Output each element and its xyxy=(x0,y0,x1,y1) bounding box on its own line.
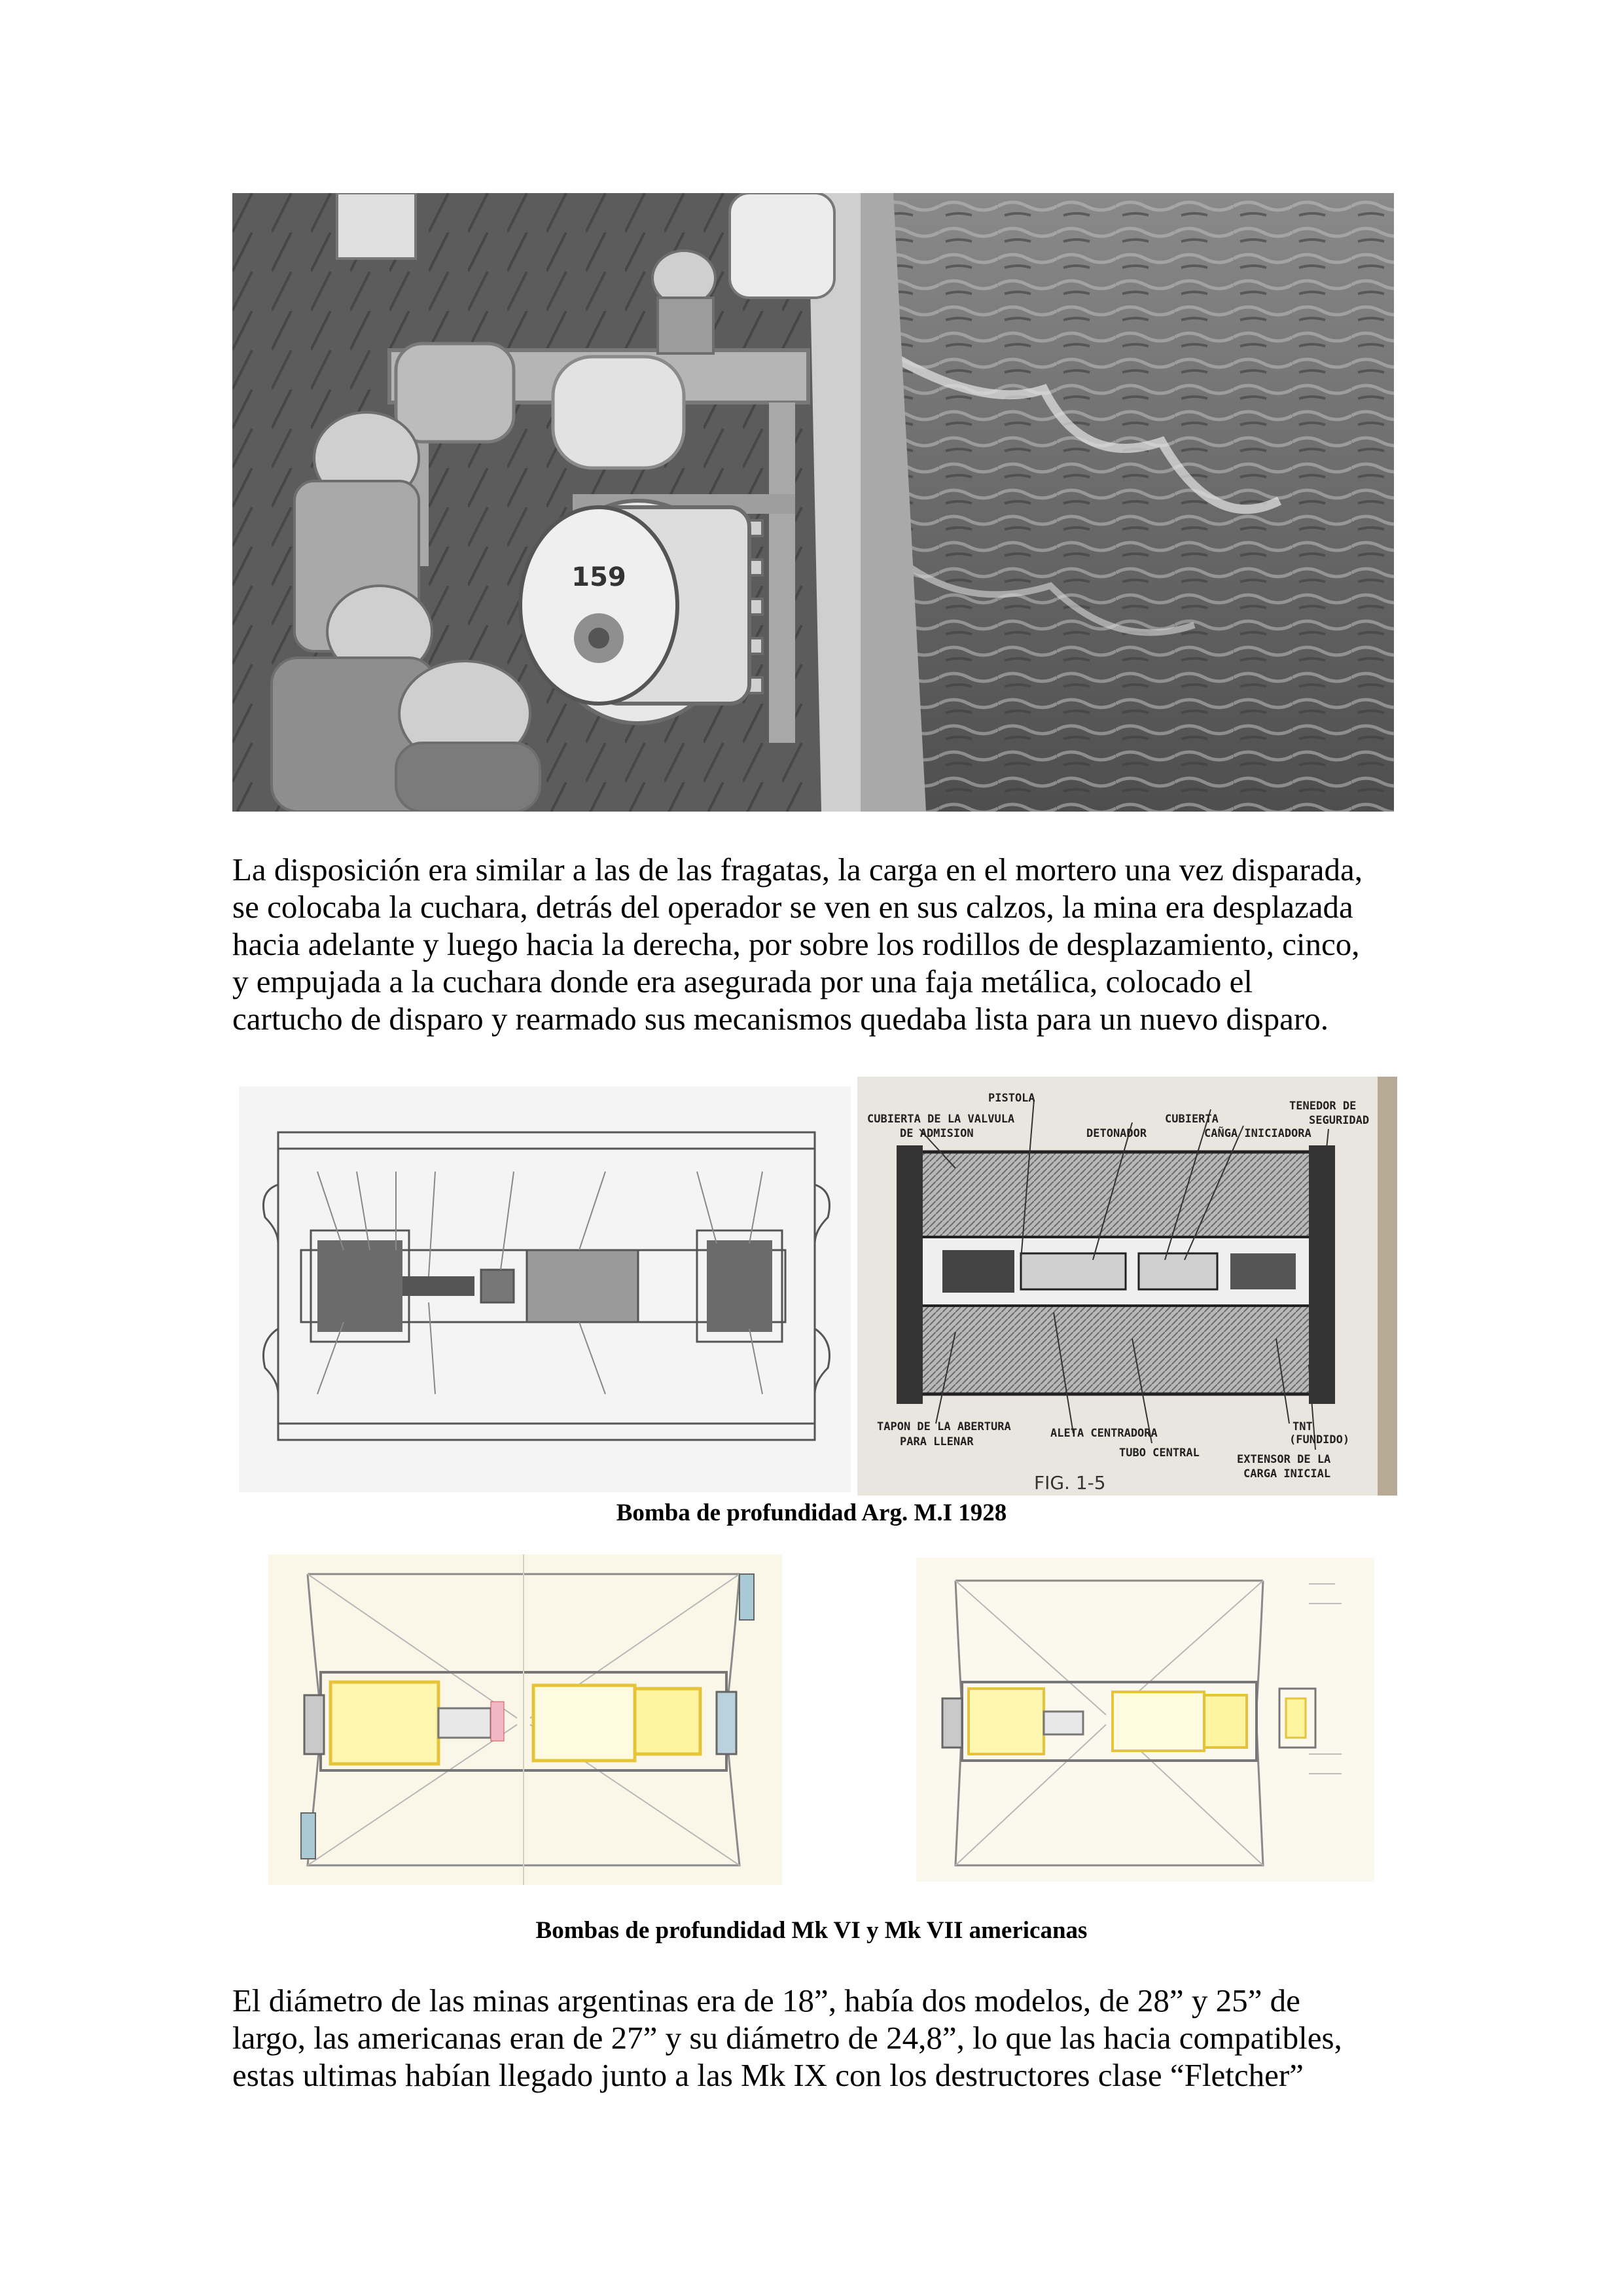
label-tapon: TAPON DE LA ABERTURA xyxy=(877,1420,1011,1433)
caption-mk-depth-charges: Bombas de profundidad Mk VI y Mk VII americanas xyxy=(535,1917,1088,1944)
paragraph-1: La disposición era similar a las de las fragatas, la carga en el mortero una vez disparada, se colocaba la cuchara, detrás del operador se ven en sus calzos, la mina era desplazada hacia adelante y luego hacia la derecha, por sobre los rodillos de desplazamiento, cinco, y empujada a la cuchara donde era asegurada por una faja metálica, colocado el cartucho de disparo y rearmado sus mecanismos quedaba lista para un nuevo disparo. xyxy=(232,852,1363,1037)
fig-label: FIG. 1-5 xyxy=(1034,1472,1106,1494)
label-cubierta: CUBIERTA xyxy=(1165,1113,1219,1126)
label-tenedor: TENEDOR DE xyxy=(1289,1100,1357,1113)
label-de-admision: DE ADMISION xyxy=(900,1127,974,1140)
label-para-llenar: PARA LLENAR xyxy=(900,1435,974,1448)
label-aleta: ALETA CENTRADORA xyxy=(1050,1427,1158,1440)
paragraph-2: El diámetro de las minas argentinas era de 18”, había dos modelos, de 28” y 25” de largo, las americanas eran de 27” y su diámetro de 24,8”, lo que las hacia compatibles, estas ultimas habían llegado junto a las Mk IX con los destructores clase “Fletcher” xyxy=(232,1982,1342,2093)
mk-vi-drawing xyxy=(268,1554,782,1885)
label-detonador: DETONADOR xyxy=(1086,1127,1147,1140)
mk-vii-drawing xyxy=(916,1558,1374,1882)
label-carga-inicial: CARGA INICIAL xyxy=(1243,1467,1331,1480)
caption-arg-depth-charge: Bomba de profundidad Arg. M.I 1928 xyxy=(616,1499,1007,1526)
label-seguridad: SEGURIDAD xyxy=(1309,1114,1370,1127)
depth-charge-cross-section xyxy=(857,1077,1397,1496)
ship-deck-photo xyxy=(232,193,1394,812)
label-tubo: TUBO CENTRAL xyxy=(1119,1446,1200,1460)
label-fundido: (FUNDIDO) xyxy=(1289,1433,1350,1446)
label-cubierta-valvula: CUBIERTA DE LA VALVULA xyxy=(867,1113,1015,1126)
label-carga-iniciadora: CAÑGA INICIADORA xyxy=(1204,1127,1311,1140)
charge-stencil: 159 xyxy=(571,562,626,592)
label-tnt: TNT xyxy=(1293,1420,1313,1433)
label-extensor: EXTENSOR DE LA xyxy=(1237,1453,1331,1466)
arg-depth-charge-drawing xyxy=(239,1086,851,1492)
label-pistola: PISTOLA xyxy=(988,1092,1035,1105)
